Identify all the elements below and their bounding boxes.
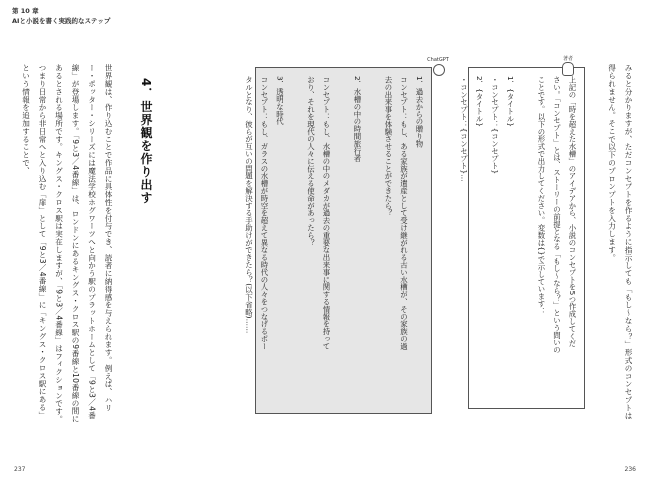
author-avatar-icon: [562, 62, 574, 76]
section-heading: 4．世界観を作り出す: [139, 78, 153, 205]
left-paragraph-line: ハリー・ポッター・シリーズには魔法学校ホグワーツへと向かう駅のプラットホームと: [87, 64, 113, 412]
author-label: 著者: [562, 56, 573, 62]
user-prompt-box: [459, 67, 585, 409]
left-paragraph-line: クロス駅の9番線と10番線の間にあるとされる場所です。キングス・クロス駅は実在します: [54, 64, 80, 423]
left-paragraph-line: して「9と3／4番線」に「キングス・クロス駅にある」という情報を追加することで、: [21, 64, 47, 420]
right-body-text: [600, 64, 636, 424]
running-header: [12, 6, 110, 26]
user-prompt-text: 上記の「時を超えた水槽」のアイデアから、小説のコンセプトを5つ作成してくだ さい。「コンセプト」とは、ストーリーの前提となる「もし～なら？」という問いの ことです。以下の形式で出力してください。変数は{}で示しています： 1．{タイトル} ・コンセプト：{コンセプト} 2．{タイトル} ・コンセプト：{コンセプト}…: [459, 76, 577, 354]
page-number-left: 237: [14, 466, 26, 473]
chatgpt-avatar-icon: [433, 64, 445, 76]
right-paragraph-line: みると分かりますが、ただコンセプトを作るように指示しても「もし～なら？」形式のコン: [624, 64, 633, 388]
left-paragraph-line: 世界観は、作り込むことで作品に具体性を付与でき、読者に納得感を与えられます。例えば、: [104, 64, 113, 396]
chatgpt-response-text: 1．過去からの贈り物 コンセプト：もし、ある家族が遺産として受け継がれる古い水槽が、その家族の過 去の出来事を体験させることができたら？ 2．水槽の中の時間旅行者 コンセプト：もし、水槽の中のメダカが過去の重要な出来事に関する情報を持って おり、それを現代の人々に伝える使命があったら？ 3．透明な時代 コンセプト：もし、ガラスの水槽が時空を超えて異なる時代の人々をつなげるポー タルとなり、彼らが互いの問題を解決する手助けができたら？(以下省略)……: [244, 76, 424, 350]
chapter-subtitle: AIと小説を書く実践的なステップ: [12, 17, 111, 25]
chapter-number: 第 10 章: [12, 7, 39, 15]
left-paragraph-line: が、「9と3／4番線」はフィクションです。つまり日常から非日常へと入り込む「扉」と: [38, 64, 64, 424]
chatgpt-response-box: [244, 67, 432, 414]
chatgpt-label: ChatGPT: [427, 57, 449, 63]
left-paragraph-line: して「9と3／4番線」が登場します。「9と3／4番線」は、ロンドンにあるキングス・: [71, 64, 97, 420]
page-number-right: 236: [624, 466, 636, 473]
right-paragraph-line: セプトは得られません。そこで以下のプロンプトを入力します。: [607, 64, 633, 420]
left-body-text: [14, 64, 116, 424]
